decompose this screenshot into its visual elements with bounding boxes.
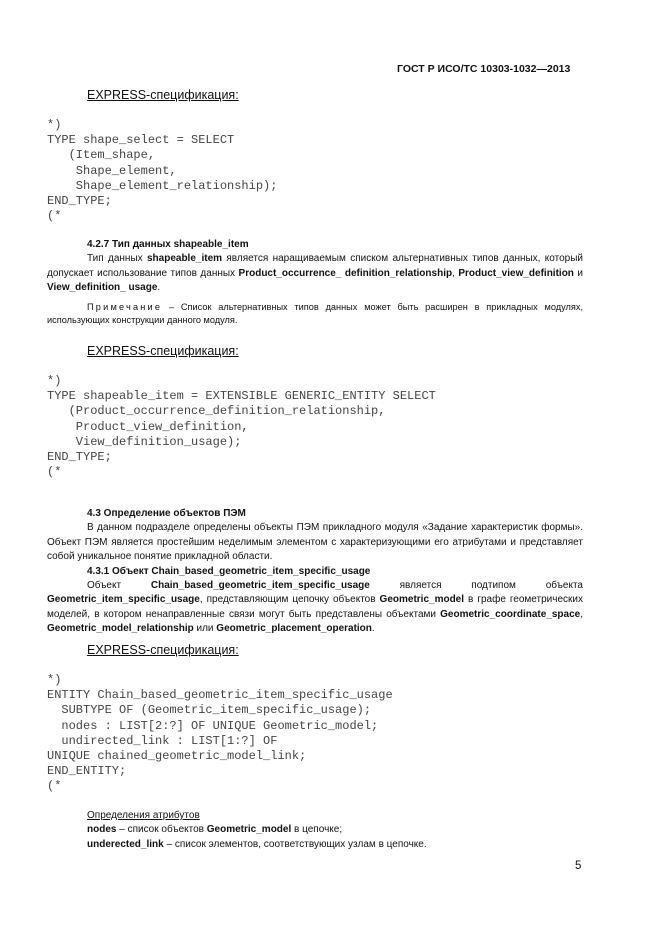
section-4-3: [47, 507, 583, 637]
code-line: *): [47, 118, 62, 132]
attribute-underected-link: underected_link – список элементов, соответствующих узлам в цепочке.: [87, 838, 427, 850]
express-spec-label: EXPRESS-спецификация:: [87, 643, 239, 657]
code-line: View_definition_usage);: [47, 434, 242, 449]
code-line: *): [47, 673, 62, 687]
code-line: Product_view_definition,: [47, 419, 249, 434]
section-heading: 4.3 Определение объектов ПЭМ: [87, 508, 246, 519]
attribute-definitions: [87, 809, 583, 852]
attributes-title: Определения атрибутов: [87, 810, 200, 821]
attribute-nodes: nodes – список объектов Geometric_model в цепочке;: [87, 824, 343, 836]
code-line: SUBTYPE OF (Geometric_item_specific_usage);: [47, 703, 372, 718]
note-text: – Список альтернативных типов данных может быть расширен в прикладных модулях, использующих конструкции данного модуля.: [47, 302, 583, 325]
code-line: (*: [47, 465, 62, 480]
code-block-chain-based-entity: [47, 673, 393, 795]
section-heading: 4.3.1 Объект Chain_based_geometric_item_specific_usage: [87, 565, 371, 577]
section-heading: 4.2.7 Тип данных shapeable_item: [87, 239, 249, 250]
document-header: ГОСТ Р ИСО/ТС 10303-1032—2013: [397, 63, 571, 75]
code-line: Shape_element_relationship);: [47, 178, 278, 193]
code-line: (Product_occurrence_definition_relationship,: [47, 404, 386, 419]
code-line: TYPE shapeable_item = EXTENSIBLE GENERIC_ENTITY SELECT: [47, 389, 436, 404]
note-paragraph: [47, 301, 583, 327]
code-line: TYPE shape_select = SELECT: [47, 133, 235, 148]
express-spec-label: EXPRESS-спецификация:: [87, 344, 239, 358]
paragraph: Тип данных shapeable_item является наращиваемым списком альтернативных типов данных, который допускает использование типов данных Product_occurrence_ definition_relationship, Product_view_definition и View_definition_ usage.: [47, 253, 583, 294]
code-line: undirected_link : LIST[1:?] OF: [47, 733, 278, 748]
code-line: *): [47, 374, 62, 388]
note-label: Примечание: [87, 302, 163, 312]
code-line: (*: [47, 779, 62, 794]
express-spec-label: EXPRESS-спецификация:: [87, 88, 239, 102]
code-line: ENTITY Chain_based_geometric_item_specific_usage: [47, 688, 393, 703]
code-line: (Item_shape,: [47, 148, 156, 163]
paragraph: Объект Chain_based_geometric_item_specific_usage является подтипом объекта Geometric_item_specific_usage, представляющим цепочку объектов Geometric_model в графе геометрических моделей, в котором ненаправленные связи могут быть представлены объектами Geometric_coordinate_space, Geometric_model_relationship или Geometric_placement_operation.: [47, 580, 583, 635]
page-number: 5: [575, 860, 582, 872]
code-line: nodes : LIST[2:?] OF UNIQUE Geometric_model;: [47, 718, 379, 733]
code-line: Shape_element,: [47, 163, 177, 178]
code-line: END_TYPE;: [47, 449, 112, 464]
code-line: (*: [47, 209, 62, 224]
code-block-shapeable-item: [47, 374, 436, 480]
section-4-2-7: [47, 238, 583, 296]
code-line: END_ENTITY;: [47, 764, 127, 779]
code-block-shape-select: [47, 118, 277, 224]
paragraph: В данном подразделе определены объекты ПЭМ прикладного модуля «Задание характеристик формы». Объект ПЭМ является простейшим неделимым элементом с характеризующими его атрибутами и представляет собой уникальное понятие прикладной области.: [47, 522, 583, 563]
code-line: END_TYPE;: [47, 193, 112, 208]
code-line: UNIQUE chained_geometric_model_link;: [47, 748, 307, 763]
